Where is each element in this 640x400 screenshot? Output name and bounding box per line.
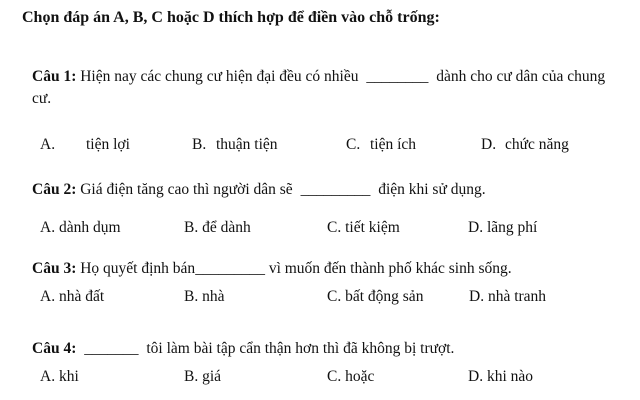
- option-letter: A.: [40, 368, 56, 385]
- question-3-number: Câu 3:: [32, 260, 77, 277]
- option-text: giá: [202, 368, 222, 385]
- option-text: bất động sản: [345, 288, 424, 305]
- question-1-blank: ________: [366, 68, 429, 85]
- question-1-option-b: [192, 134, 278, 156]
- option-letter: B.: [184, 288, 199, 305]
- option-text: tiện ích: [370, 136, 417, 153]
- option-letter: D.: [469, 288, 485, 305]
- question-4-option-b: [184, 366, 221, 388]
- question-3: [32, 258, 610, 280]
- option-text: nhà tranh: [487, 288, 547, 305]
- question-2-option-a: [40, 217, 121, 239]
- question-3-text-before: Họ quyết định bán: [80, 260, 196, 277]
- option-text: nhà: [202, 288, 225, 305]
- question-3-text-after: vì muốn đến thành phố khác sinh sống.: [268, 260, 512, 277]
- option-text: tiết kiệm: [345, 219, 400, 236]
- option-text: lãng phí: [486, 219, 538, 236]
- option-letter: B.: [184, 368, 199, 385]
- option-letter: D.: [468, 368, 484, 385]
- question-2-number: Câu 2:: [32, 181, 77, 198]
- question-4-blank: _______: [84, 340, 139, 357]
- option-text: thuận tiện: [216, 136, 278, 153]
- question-4-option-c: [327, 366, 374, 388]
- option-letter: C.: [327, 219, 342, 236]
- option-text: chức năng: [505, 136, 569, 153]
- option-letter: C.: [346, 136, 361, 153]
- question-1-option-a: [40, 134, 130, 156]
- option-text: khi nào: [486, 368, 534, 385]
- question-4-number: Câu 4:: [32, 340, 77, 357]
- option-letter: C.: [327, 288, 342, 305]
- question-3-option-d: [469, 286, 546, 308]
- question-3-option-b: [184, 286, 224, 308]
- question-2: [32, 179, 610, 201]
- question-2-blank: _________: [300, 181, 371, 198]
- worksheet-heading: Chọn đáp án A, B, C hoặc D thích hợp để điền vào chỗ trống:: [22, 9, 440, 26]
- option-letter: D.: [481, 136, 497, 153]
- option-text: tiện lợi: [86, 136, 130, 153]
- question-3-option-c: [327, 286, 423, 308]
- option-text: hoặc: [345, 368, 375, 385]
- option-letter: D.: [468, 219, 484, 236]
- question-1-number: Câu 1:: [32, 68, 77, 85]
- option-text: dành dụm: [58, 219, 121, 236]
- question-2-option-c: [327, 217, 400, 239]
- option-letter: A.: [40, 136, 56, 153]
- option-text: khi: [58, 368, 79, 385]
- option-letter: A.: [40, 219, 56, 236]
- question-3-options: [40, 286, 620, 308]
- question-4-option-a: [40, 366, 79, 388]
- question-4-text-after: tôi làm bài tập cẩn thận hơn thì đã không bị trượt.: [146, 340, 455, 357]
- option-letter: A.: [40, 288, 56, 305]
- question-1: [32, 66, 610, 110]
- question-2-option-b: [184, 217, 251, 239]
- question-2-text-before: Giá điện tăng cao thì người dân sẽ: [80, 181, 293, 198]
- option-text: để dành: [202, 219, 251, 236]
- question-2-option-d: [468, 217, 537, 239]
- question-1-option-c: [346, 134, 416, 156]
- question-3-blank: _________: [195, 260, 265, 277]
- option-letter: C.: [327, 368, 342, 385]
- option-letter: B.: [184, 219, 199, 236]
- question-1-text-before: Hiện nay các chung cư hiện đại đều có nhiều: [80, 68, 359, 85]
- question-1-text-after: dành cho cư dân của chung cư.: [32, 68, 606, 107]
- question-3-option-a: [40, 286, 104, 308]
- question-2-options: [40, 217, 620, 239]
- question-4-option-d: [468, 366, 533, 388]
- option-letter: B.: [192, 136, 207, 153]
- question-1-options: [40, 134, 620, 156]
- option-text: nhà đất: [58, 288, 105, 305]
- question-4: [32, 338, 610, 360]
- question-1-option-d: [481, 134, 569, 156]
- question-4-options: [40, 366, 620, 388]
- question-2-text-after: điện khi sử dụng.: [378, 181, 486, 198]
